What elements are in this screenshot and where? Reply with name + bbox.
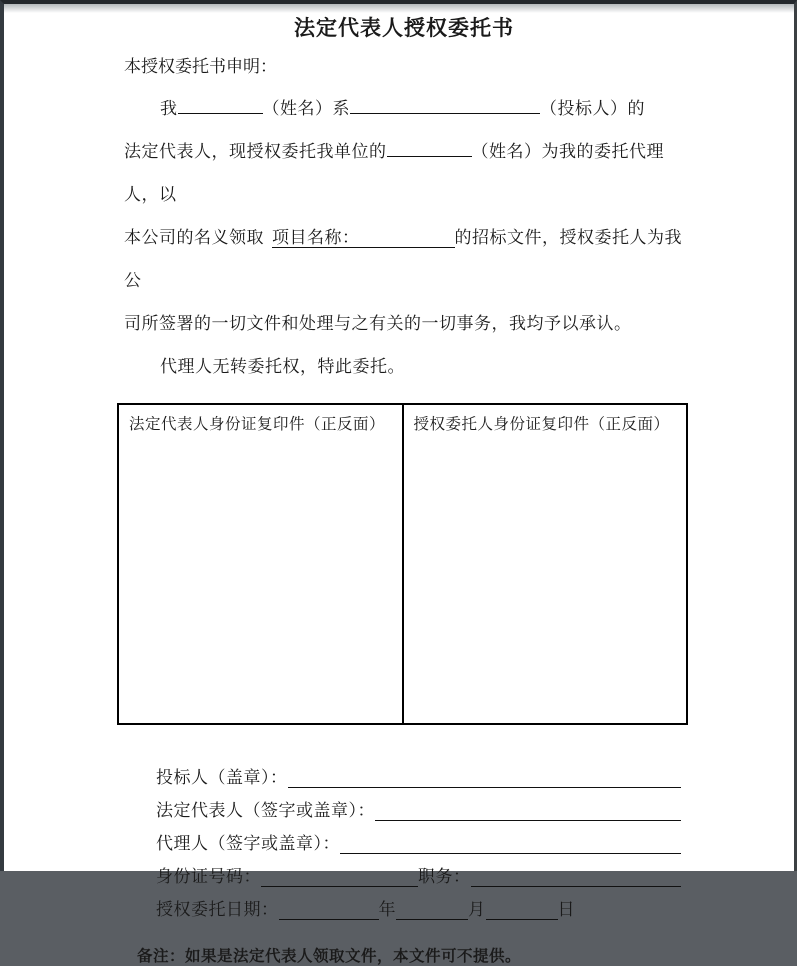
body-paragraph [124, 87, 684, 388]
id-number-label: 身份证号码： [156, 867, 261, 886]
entrust-pre-text: 法定代表人，现授权委托我单位的 [124, 142, 387, 161]
legal-rep-sign-row [156, 788, 681, 821]
day-text: 日 [557, 900, 575, 919]
declaration-text: 本授权委托书申明： [124, 57, 277, 76]
we-text: 我 [160, 99, 178, 118]
month-text: 月 [468, 900, 486, 919]
name-suffix-text: （姓名）系 [262, 99, 350, 118]
signature-block [156, 755, 681, 920]
agent-name-blank[interactable] [387, 140, 472, 157]
body-line-4: 司所签署的一切文件和处理与之有关的一切事务，我均予以承认。 [124, 314, 632, 333]
duty-blank[interactable] [471, 866, 682, 887]
date-label: 授权委托日期： [156, 900, 279, 919]
duty-label: 职务： [418, 867, 471, 886]
document-title: 法定代表人授权委托书 [294, 16, 514, 40]
entrust-post-text: （姓名）为我的委托代理人，以 [124, 142, 664, 204]
id-duty-row [156, 854, 681, 887]
date-row [156, 887, 681, 920]
id-copy-table [117, 403, 688, 725]
legal-rep-sign-blank[interactable] [375, 800, 681, 821]
agent-sign-row [156, 821, 681, 854]
no-subdelegation-text: 代理人无转委托权，特此委托。 [160, 357, 405, 376]
bidder-name-blank[interactable] [350, 97, 540, 114]
date-year-blank[interactable] [279, 899, 379, 920]
project-name-blank[interactable] [272, 228, 455, 248]
bidder-seal-label: 投标人（盖章）： [156, 768, 288, 787]
id-copy-row [118, 404, 687, 724]
legal-rep-name-blank[interactable] [178, 97, 263, 114]
agent-id-cell[interactable] [403, 404, 688, 724]
date-day-blank[interactable] [486, 899, 558, 920]
bidder-seal-row [156, 755, 681, 788]
body-line-1 [124, 87, 684, 130]
project-name-label: 项目名称： [272, 228, 360, 247]
bidder-seal-blank[interactable] [288, 767, 682, 788]
legal-rep-sign-label: 法定代表人（签字或盖章）： [156, 801, 375, 820]
legal-rep-id-cell-label: 法定代表人身份证复印件（正反面） [129, 416, 386, 433]
bidder-suffix-text: （投标人）的 [540, 99, 645, 118]
id-number-blank[interactable] [261, 866, 418, 887]
year-text: 年 [378, 900, 396, 919]
legal-rep-id-cell[interactable] [118, 404, 403, 724]
obtain-post-text: 的招标文件，授权委托人为我公 [124, 228, 682, 290]
note-text: 备注：如果是法定代表人领取文件，本文件可不提供。 [137, 948, 522, 965]
body-line-3 [124, 216, 684, 302]
agent-sign-blank[interactable] [340, 833, 681, 854]
agent-sign-label: 代理人（签字或盖章）： [156, 834, 340, 853]
document-page [4, 4, 684, 966]
body-line-2 [124, 130, 684, 216]
agent-id-cell-label: 授权委托人身份证复印件（正反面） [413, 416, 670, 433]
date-month-blank[interactable] [396, 899, 468, 920]
obtain-pre-text: 本公司的名义领取 [124, 228, 264, 247]
